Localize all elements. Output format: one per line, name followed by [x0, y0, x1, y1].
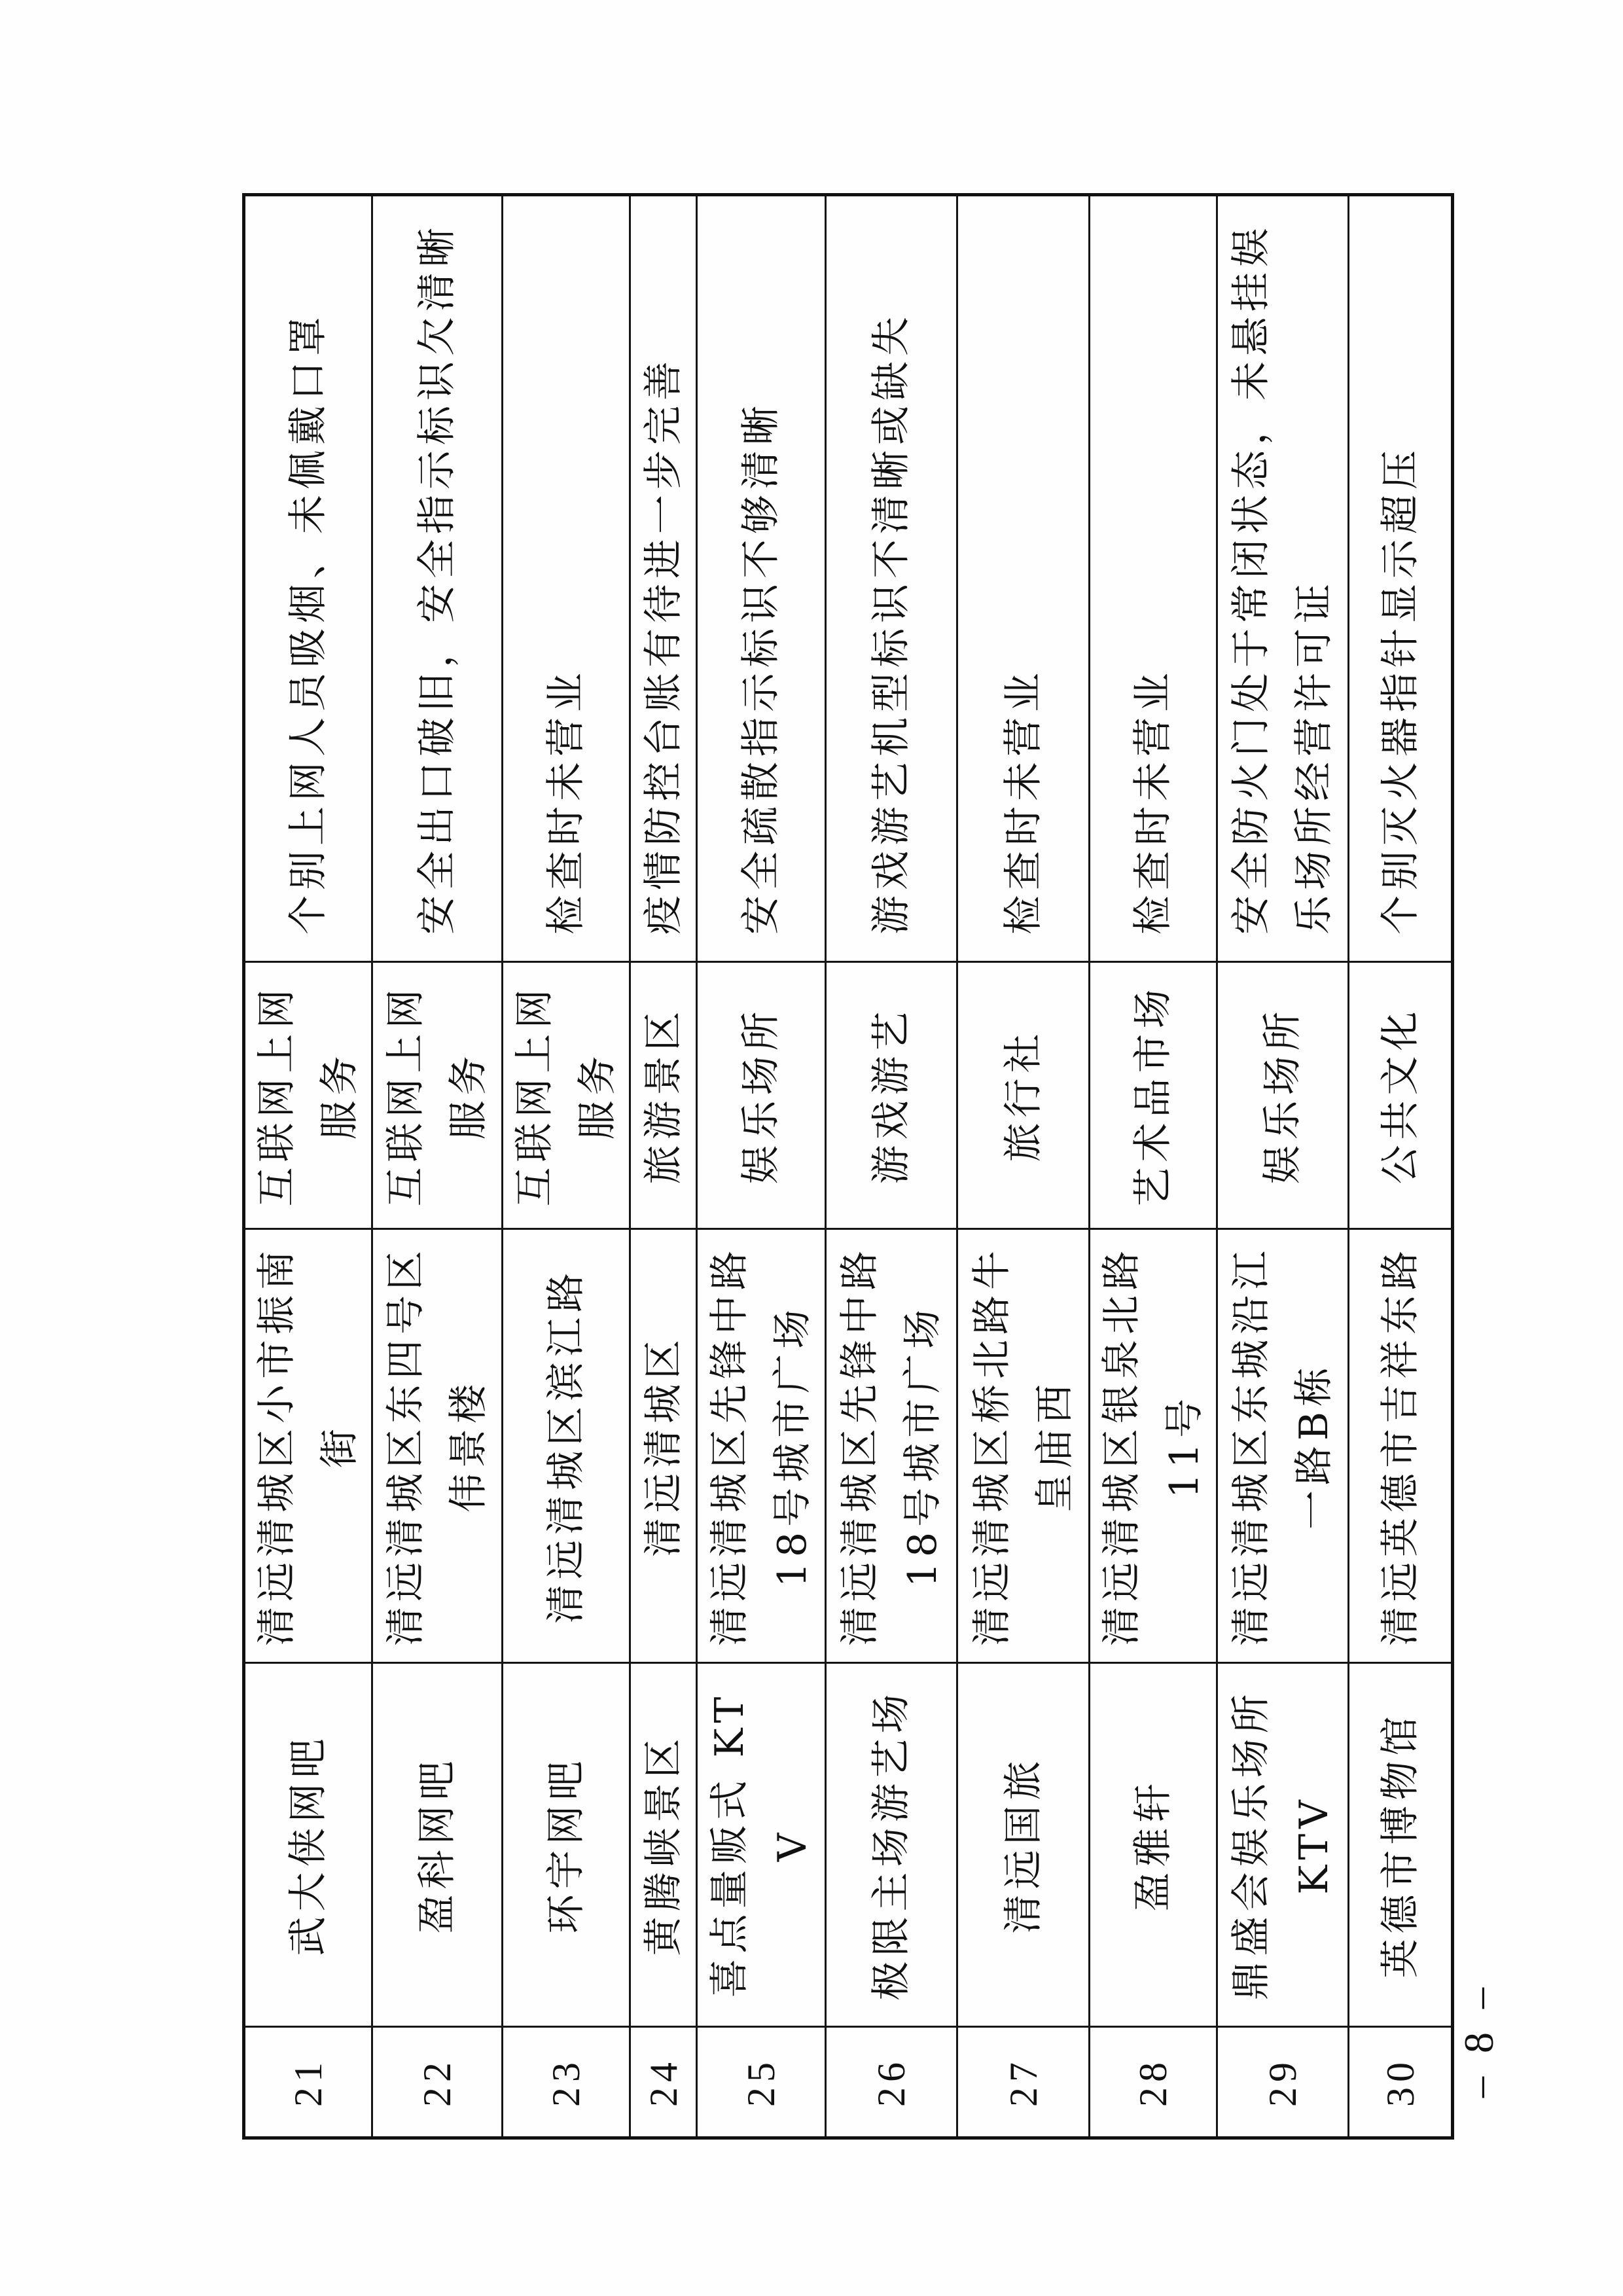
venue-category: 游戏游艺 — [826, 962, 957, 1229]
inspection-findings: 游戏游艺机型标识不清晰或缺失 — [826, 195, 957, 962]
table-row — [957, 195, 1090, 2138]
table-row — [372, 195, 503, 2138]
venue-address: 清远清城区东城沿江一路B栋 — [1217, 1229, 1349, 1663]
venue-category: 旅游景区 — [630, 962, 697, 1229]
row-number: 27 — [957, 2027, 1090, 2138]
inspection-findings: 安全疏散指示标识不够清晰 — [697, 195, 826, 962]
venue-address: 清远清城区滨江路 — [503, 1229, 630, 1663]
venue-address: 清远清城区先锋中路18号城市广场 — [697, 1229, 826, 1663]
inspection-findings: 个别上网人员吸烟、未佩戴口罩 — [244, 195, 372, 962]
table-row — [503, 195, 630, 2138]
venue-name: 极限主场游艺场 — [826, 1663, 957, 2027]
venue-category: 互联网上网服务 — [244, 962, 372, 1229]
table-row — [1349, 195, 1453, 2138]
venue-address: 清远英德市吉祥东路 — [1349, 1229, 1453, 1663]
venue-category: 公共文化 — [1349, 962, 1453, 1229]
row-number: 22 — [372, 2027, 503, 2138]
venue-name: 英德市博物馆 — [1349, 1663, 1453, 2027]
venue-name: 武大侠网吧 — [244, 1663, 372, 2027]
row-number: 28 — [1090, 2027, 1217, 2138]
inspection-findings: 检查时未营业 — [503, 195, 630, 962]
table-row — [697, 195, 826, 2138]
venue-name: 喜点量贩式 KTV — [697, 1663, 826, 2027]
inspection-findings: 安全出口破旧，安全指示标识欠清晰 — [372, 195, 503, 962]
row-number: 21 — [244, 2027, 372, 2138]
row-number: 29 — [1217, 2027, 1349, 2138]
table-row — [630, 195, 697, 2138]
venue-name: 盈科网吧 — [372, 1663, 503, 2027]
venue-name: 黄腾峡景区 — [630, 1663, 697, 2027]
venue-address: 清远清城区东四号区伟景楼 — [372, 1229, 503, 1663]
venue-address: 清远清城区先锋中路18号城市广场 — [826, 1229, 957, 1663]
inspection-findings: 个别灭火器指针显示超压 — [1349, 195, 1453, 962]
venue-address: 清远清城区银泉北路11号 — [1090, 1229, 1217, 1663]
venue-category: 艺术品市场 — [1090, 962, 1217, 1229]
row-number: 30 — [1349, 2027, 1453, 2138]
venue-category: 互联网上网服务 — [503, 962, 630, 1229]
inspection-findings: 疫情防控台账有待进一步完善 — [630, 195, 697, 962]
venue-category: 娱乐场所 — [697, 962, 826, 1229]
row-number: 24 — [630, 2027, 697, 2138]
venue-name: 盈雅轩 — [1090, 1663, 1217, 2027]
table-row — [1090, 195, 1217, 2138]
row-number: 23 — [503, 2027, 630, 2138]
venue-category: 互联网上网服务 — [372, 962, 503, 1229]
venue-name: 清远国旅 — [957, 1663, 1090, 2027]
inspection-findings: 检查时未营业 — [957, 195, 1090, 962]
table-row — [244, 195, 372, 2138]
venue-address: 清远清城区 — [630, 1229, 697, 1663]
row-number: 25 — [697, 2027, 826, 2138]
venue-name: 鼎盛会娱乐场所 KTV — [1217, 1663, 1349, 2027]
inspection-table-rotated — [242, 196, 1423, 2140]
inspection-table — [242, 193, 1454, 2140]
table-row — [826, 195, 957, 2138]
venue-address: 清远清城区小市振南街 — [244, 1229, 372, 1663]
row-number: 26 — [826, 2027, 957, 2138]
venue-name: 环宇网吧 — [503, 1663, 630, 2027]
venue-category: 娱乐场所 — [1217, 962, 1349, 1229]
inspection-findings: 检查时未营业 — [1090, 195, 1217, 962]
table-row — [1217, 195, 1349, 2138]
venue-category: 旅行社 — [957, 962, 1090, 1229]
page-number: – 8 – — [1455, 1981, 1502, 2098]
inspection-findings: 安全防火门处于常闭状态，未悬挂娱乐场所经营许可证 — [1217, 195, 1349, 962]
venue-address: 清远清城区桥北路牛皇庙西 — [957, 1229, 1090, 1663]
